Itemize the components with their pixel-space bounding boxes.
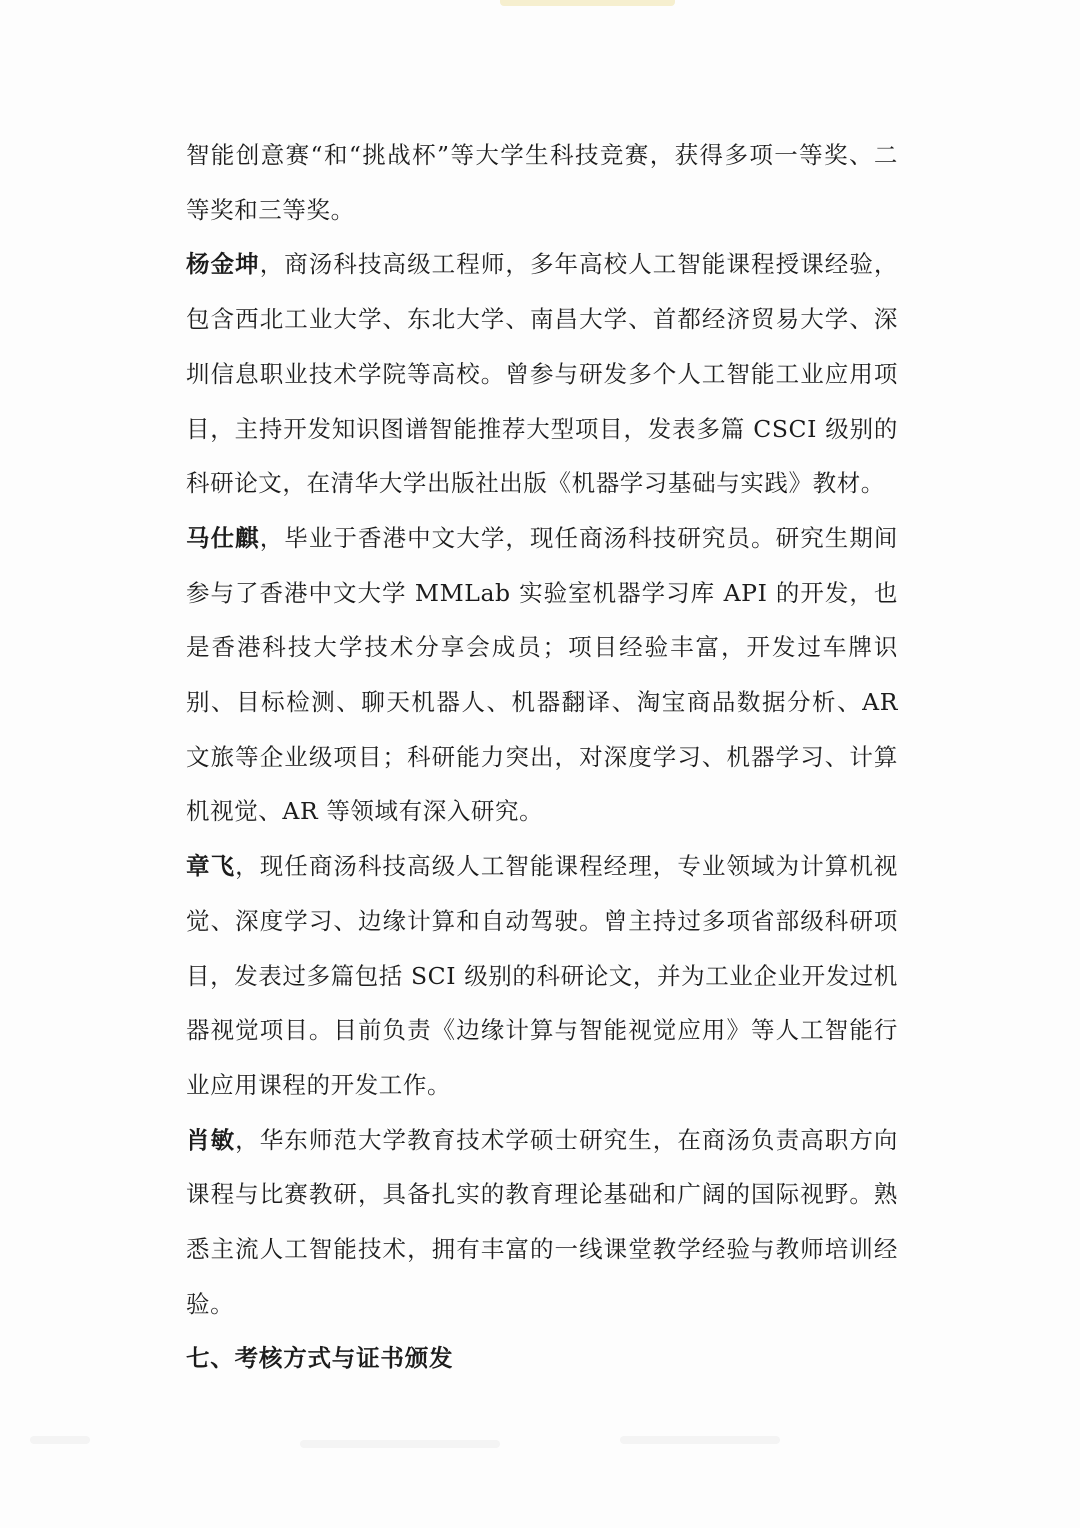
section-heading: 七、考核方式与证书颁发 <box>186 1344 454 1373</box>
bio-separator: ， <box>235 1125 260 1154</box>
bio-text: 华东师范大学教育技术学硕士研究生，在商汤负责高职方向课程与比赛教研，具备扎实的教育理论基础和广阔的国际视野。熟悉主流人工智能技术，拥有丰富的一线课堂教学经验与教师培训经验。 <box>186 1125 898 1318</box>
bio-text: 商汤科技高级工程师，多年高校人工智能课程授课经验，包含西北工业大学、东北大学、南昌大学、首都经济贸易大学、深圳信息职业技术学院等高校。曾参与研发多个人工智能工业应用项目，主持开发知识图谱智能推荐大型项目，发表多篇 CSCI 级别的科研论文，在清华大学出版社出版《机器学习基础与实践》教材。 <box>186 250 898 498</box>
bio-text: 毕业于香港中文大学，现任商汤科技研究员。研究生期间参与了香港中文大学 MMLab 实验室机器学习库 API 的开发，也是香港科技大学技术分享会成员；项目经验丰富，开发过车牌识别、目标检测、聊天机器人、机器翻译、淘宝商品数据分析、AR 文旅等企业级项目；科研能力突出，对深度学习、机器学习、计算机视觉、AR 等领域有深入研究。 <box>186 523 898 826</box>
bio-separator: ， <box>259 523 285 552</box>
document-body <box>186 128 898 1386</box>
bio-separator: ， <box>235 852 260 881</box>
bio-name: 肖敏 <box>186 1125 236 1154</box>
bio-paragraph-xiao-min <box>186 1113 898 1332</box>
bio-paragraph-yang-jinkun <box>186 237 898 511</box>
bio-text: 现任商汤科技高级人工智能课程经理，专业领域为计算机视觉、深度学习、边缘计算和自动驾驶。曾主持过多项省部级科研项目，发表过多篇包括 SCI 级别的科研论文，并为工业企业开发过机器视觉项目。目前负责《边缘计算与智能视觉应用》等人工智能行业应用课程的开发工作。 <box>186 852 899 1099</box>
intro-paragraph: 智能创意赛“和“挑战杯”等大学生科技竞赛，获得多项一等奖、二等奖和三等奖。 <box>186 141 898 224</box>
scan-smudge <box>30 1436 90 1444</box>
bio-name: 马仕麒 <box>186 523 260 552</box>
bio-paragraph-zhang-fei <box>186 839 898 1113</box>
bio-name: 章飞 <box>186 852 236 881</box>
scan-smudge <box>620 1436 780 1444</box>
scan-smudge <box>500 0 675 6</box>
bio-paragraph-ma-shiqi <box>186 511 898 839</box>
bio-separator: ， <box>259 250 285 279</box>
scan-smudge <box>300 1440 500 1448</box>
bio-name: 杨金坤 <box>186 250 260 279</box>
